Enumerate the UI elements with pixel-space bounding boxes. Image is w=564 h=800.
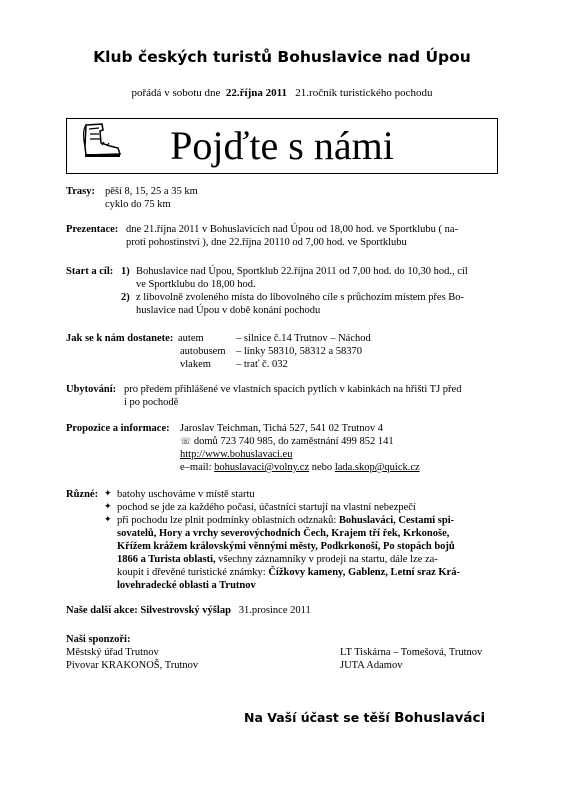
closing-signature: Bohuslaváci (394, 710, 486, 726)
page-title: Pojďte s námi (170, 123, 394, 168)
info-address: Jaroslav Teichman, Tichá 527, 541 02 Trutnov 4 (180, 423, 383, 434)
start-option-2-number: 2) (121, 292, 130, 303)
routes-walk: pěší 8, 15, 25 a 35 km (105, 186, 198, 197)
info-label: Propozice a informace: (66, 423, 170, 434)
four-pointed-star-icon: ✦ (104, 502, 112, 512)
routes-bike: cyklo do 75 km (105, 199, 171, 210)
directions-car: autem (178, 333, 204, 344)
subtitle (0, 87, 564, 100)
badge-list-1: Bohuslaváci, Cestami spi- (338, 515, 455, 526)
misc-item-1: batohy uschováme v místě startu (117, 489, 255, 500)
website-link[interactable]: http://www.bohuslavaci.eu (180, 449, 293, 460)
directions-train: vlakem (180, 359, 211, 370)
info-email (180, 461, 420, 474)
telephone-icon: ☏ (180, 437, 192, 447)
misc-item-2: pochod se jde za každého počasí, účastníci startují na vlastní nebezpečí (117, 502, 416, 513)
routes-label: Trasy: (66, 186, 95, 197)
directions-bus-detail: – linky 58310, 58312 a 58370 (236, 346, 362, 357)
sponsor-4: JUTA Adamov (340, 660, 403, 671)
registration-line-2: proti pohostinství ), dne 22.října 20110 od 7,00 hod. ve Sportklubu (126, 237, 407, 248)
directions-train-detail: – trať č. 032 (236, 359, 288, 370)
directions-bus: autobusem (180, 346, 226, 357)
misc-item-3-stamps: koupit i dřevěné turistické známky: (117, 567, 269, 578)
misc-item-3-line-1 (117, 514, 454, 527)
accommodation-line-2: i po pochodě (124, 397, 179, 408)
email-label: e–mail: (180, 462, 215, 473)
stamp-list-1: Čížkovy kameny, Gablenz, Letní sraz Krá- (268, 567, 460, 578)
registration-label: Prezentace: (66, 224, 119, 235)
next-event-date: 31.prosince 2011 (238, 605, 311, 616)
email-link-1[interactable]: bohuslavaci@volny.cz (214, 462, 310, 473)
sponsors-label: Naši sponzoři: (66, 634, 131, 645)
misc-item-3-line-3: Křížem krážem královskými věnnými městy, Podkrkonoší, Po stopách bojů (117, 541, 455, 552)
badge-list-4: 1866 a Turista oblasti, (117, 554, 216, 565)
email-link-2[interactable]: lada.skop@quick.cz (334, 462, 420, 473)
start-option-1-number: 1) (121, 266, 130, 277)
misc-item-3-intro: při pochodu lze plnit podmínky oblastních odznaků: (117, 515, 339, 526)
club-name: Klub českých turistů Bohuslavice nad Úpou (93, 48, 471, 66)
accommodation-line-1: pro předem přihlášené ve vlastních spacích pytlích v kabinkách na hřišti TJ před (124, 384, 462, 395)
start-option-1-line-1: Bohuslavice nad Úpou, Sportklub 22.října 2011 od 7,00 hod. do 10,30 hod., cíl (136, 266, 468, 277)
start-option-2-line-2: huslavice nad Úpou v době konání pochodu (136, 305, 321, 316)
start-option-1-line-2: ve Sportklubu do 18,00 hod. (136, 279, 256, 290)
subtitle-post: 21.ročník turistického pochodu (295, 87, 433, 99)
start-option-2-line-1: z libovolně zvoleného místa do libovolného cíle s průchozím místem přes Bo- (136, 292, 465, 303)
next-event-label: Naše další akce: Silvestrovský výšlap (66, 605, 231, 616)
closing-text: Na Vaší účast se těší (244, 710, 395, 725)
misc-item-3-line-2: sovatelů, Hory a vrchy severovýchodních Čech, Krajem tří řek, Krkonoše, (117, 528, 450, 539)
four-pointed-star-icon: ✦ (104, 515, 112, 525)
start-finish-label: Start a cíl: (66, 266, 114, 277)
closing-line (244, 710, 485, 726)
sponsor-3: LT Tiskárna – Tomešová, Trutnov (340, 647, 483, 658)
next-event (66, 604, 311, 617)
four-pointed-star-icon: ✦ (104, 489, 112, 499)
misc-item-3-line-5 (117, 566, 460, 579)
directions-car-detail: – silnice č.14 Trutnov – Náchod (236, 333, 371, 344)
directions-label: Jak se k nám dostanete: (66, 333, 174, 344)
misc-item-3-line-6: lovehradecké oblasti a Trutnov (117, 580, 256, 591)
event-date: 22.října 2011 (225, 87, 288, 99)
misc-item-3-line-4 (117, 553, 438, 566)
registration-line-1: dne 21.října 2011 v Bohuslavicích nad Úpou od 18,00 hod. ve Sportklubu ( na- (126, 224, 459, 235)
misc-item-3-note: všechny záznamníky v prodeji na startu, dále lze za- (215, 554, 438, 565)
accommodation-label: Ubytování: (66, 384, 117, 395)
sponsor-2: Pivovar KRAKONOŠ, Trutnov (66, 660, 199, 671)
misc-label: Různé: (66, 489, 99, 500)
sponsor-1: Městský úřad Trutnov (66, 647, 159, 658)
subtitle-pre: pořádá v sobotu dne (131, 87, 221, 99)
info-phones (180, 435, 394, 449)
email-separator: nebo (309, 462, 335, 473)
info-phones-text: domů 723 740 985, do zaměstnání 499 852 141 (191, 436, 394, 447)
